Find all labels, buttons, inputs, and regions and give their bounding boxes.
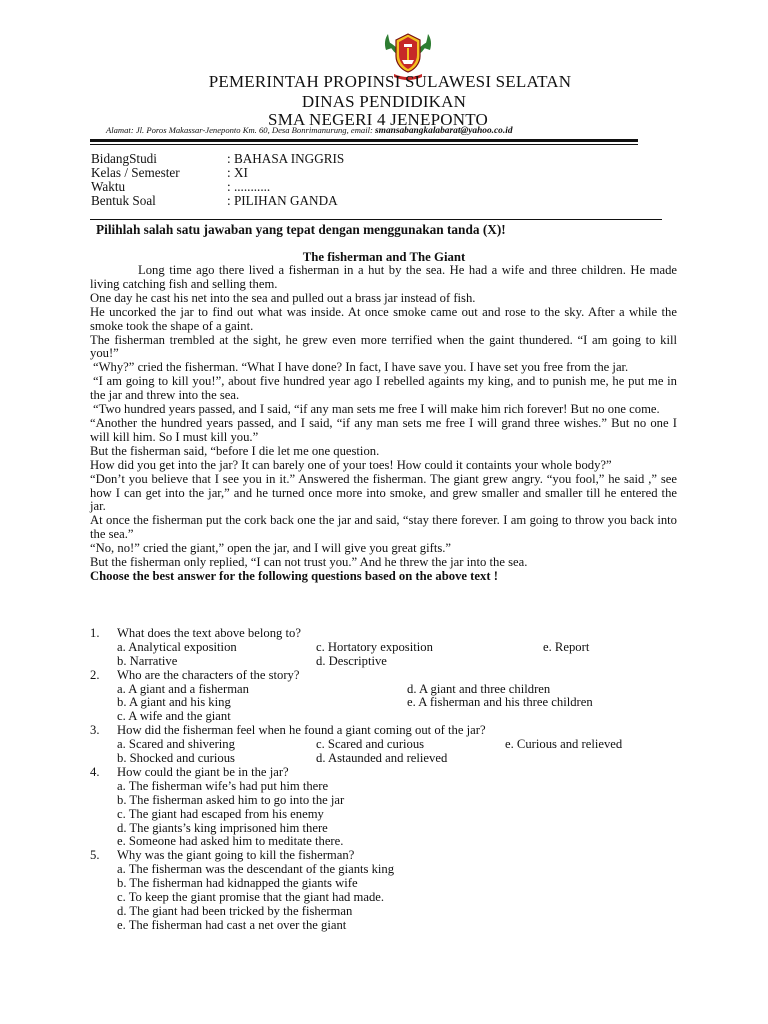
question-number: 4. [90,764,100,779]
meta-value: : BAHASA INGGRIS [227,151,345,166]
option[interactable]: e. A fisherman and his three children [407,695,593,710]
option[interactable]: c. Scared and curious [316,737,425,752]
story-paragraph: At once the fisherman put the cork back one the jar and said, “stay there forever. I am going to throw you back into the sea.” [90,513,677,542]
story-paragraph: The fisherman trembled at the sight, he grew even more terrified when the gaint thundered. “I am going to kill you!” [90,332,677,361]
option[interactable]: a. A giant and a fisherman [117,681,249,696]
option-list [90,780,677,850]
header-department-line: DINAS PENDIDIKAN [301,92,467,111]
meta-row [91,152,344,166]
story-paragraph: He uncorked the jar to find out what was inside. At once smoke came out and rose to the sky. After a while the smoke took the shape of a gaint. [90,304,677,333]
question-list [90,627,677,933]
meta-row [91,166,344,180]
question-text: What does the text above belong to? [117,626,301,640]
meta-value: : XI [227,165,248,180]
option[interactable]: d. Descriptive [316,653,387,668]
story-paragraph: But the fisherman only replied, “I can not trust you.” And he threw the jar into the sea. [90,555,528,570]
story-paragraph: But the fisherman said, “before I die let me one question. [90,443,380,458]
option[interactable]: e. Someone had asked him to meditate there. [117,834,344,849]
question-text: Who are the characters of the story? [117,667,300,682]
story-paragraph: “I am going to kill you!”, about five hundred year ago I rebelled againts my king, and to punish me, he put me in the jar and threw into the sea. [90,374,677,403]
header-government-line: PEMERINTAH PROPINSI SULAWESI SELATAN [208,72,572,91]
header-rule-thin [90,144,638,145]
option-row [90,752,677,766]
option[interactable]: d. The giant had been tricked by the fisherman [117,904,353,919]
question-number: 5. [90,848,100,863]
question-4 [90,766,677,780]
option[interactable]: b. Narrative [117,653,178,668]
option[interactable]: a. Analytical exposition [117,639,237,654]
story-paragraph: “Don’t you believe that I see you in it.” Answered the fisherman. The giant grew angry. “you fool,” he said ,” see how I can get into the jar,” and he turned once more into smoke, and grew smaller and smaller till he entered the jar. [90,471,677,514]
option[interactable]: a. The fisherman was the descendant of the giants king [117,862,395,877]
story-paragraph: How did you get into the jar? It can barely one of your toes! How could it containts your whole body?” [90,457,612,472]
address-email: smansabangkalabarat@yahoo.co.id [375,126,513,136]
option[interactable]: b. Shocked and curious [117,751,235,766]
meta-key: BidangStudi [91,151,157,166]
option-row [90,683,677,697]
instruction-text: Pilihlah salah satu jawaban yang tepat dengan menggunakan tanda (X)! [96,222,506,237]
option[interactable]: c. The giant had escaped from his enemy [117,806,324,821]
option[interactable]: b. The fisherman had kidnapped the giants wife [117,876,358,891]
question-1 [90,627,677,641]
story-paragraph: “Another the hundred years passed, and I said, “if any man sets me free I will grand three wishes.” But no one I will kill him. So I must kill you.” [90,415,677,444]
question-text: Why was the giant going to kill the fisherman? [117,848,355,863]
option-row [90,655,677,669]
question-text: How did the fisherman feel when he found a giant coming out of the jar? [117,723,486,738]
option[interactable]: b. A giant and his king [117,695,231,710]
question-2 [90,669,677,683]
option[interactable]: e. Report [543,639,590,654]
option-row [90,738,677,752]
meta-value: : ........... [227,179,271,194]
option[interactable]: e. The fisherman had cast a net over the giant [117,917,347,932]
story-paragraph: “Two hundred years passed, and I said, “if any man sets me free I will make him rich forever! But no one come. [93,402,660,417]
header-address [106,125,706,136]
meta-key: Waktu [91,179,126,194]
option[interactable]: c. A wife and the giant [117,709,231,724]
question-number: 3. [90,723,100,738]
story-paragraph: Long time ago there lived a fisherman in a hut by the sea. He had a wife and three children. He made living catching fish and selling them. [90,263,677,291]
option-row [90,696,677,710]
meta-row [91,194,344,208]
story-paragraph: One day he cast his net into the sea and pulled out a brass jar instead of fish. [90,290,476,305]
question-text: How could the giant be in the jar? [117,764,289,779]
story-paragraph: “Why?” cried the fisherman. “What I have done? In fact, I have save you. I have set you free from the jar. [93,360,629,375]
exam-meta-table [91,152,344,208]
option[interactable]: a. The fisherman wife’s had put him there [117,778,329,793]
option[interactable]: c. To keep the giant promise that the giant had made. [117,890,385,905]
option-row [90,710,677,724]
story-title: The fisherman and The Giant [302,250,466,264]
meta-key: Kelas / Semester [91,165,180,180]
option[interactable]: d. Astaunded and relieved [316,751,448,766]
option[interactable]: e. Curious and relieved [505,737,623,752]
question-number: 2. [90,667,100,682]
meta-row [91,180,344,194]
meta-value: : PILIHAN GANDA [227,193,338,208]
option-row [90,641,677,655]
header-rule-thick [90,139,638,142]
question-number: 1. [90,626,100,640]
option[interactable]: c. Hortatory exposition [316,639,433,654]
option[interactable]: a. Scared and shivering [117,737,235,752]
question-5 [90,849,677,863]
address-text: Alamat: Jl. Poros Makassar-Jeneponto Km. 60, Desa Bonrimanurung, email: [106,125,375,135]
question-3 [90,724,677,738]
story-paragraph: “No, no!” cried the giant,” open the jar, and I will give you great gifts.” [90,541,452,556]
option-list [90,863,677,933]
questions-heading: Choose the best answer for the following questions based on the above text ! [90,568,498,583]
story-body [90,264,677,584]
meta-divider [90,219,662,220]
option[interactable]: d. The giants’s king imprisoned him there [117,820,328,835]
meta-key: Bentuk Soal [91,193,156,208]
option[interactable]: b. The fisherman asked him to go into the jar [117,792,345,807]
option[interactable]: d. A giant and three children [407,681,551,696]
header-school-name: SMA NEGERI 4 JENEPONTO [268,110,488,129]
